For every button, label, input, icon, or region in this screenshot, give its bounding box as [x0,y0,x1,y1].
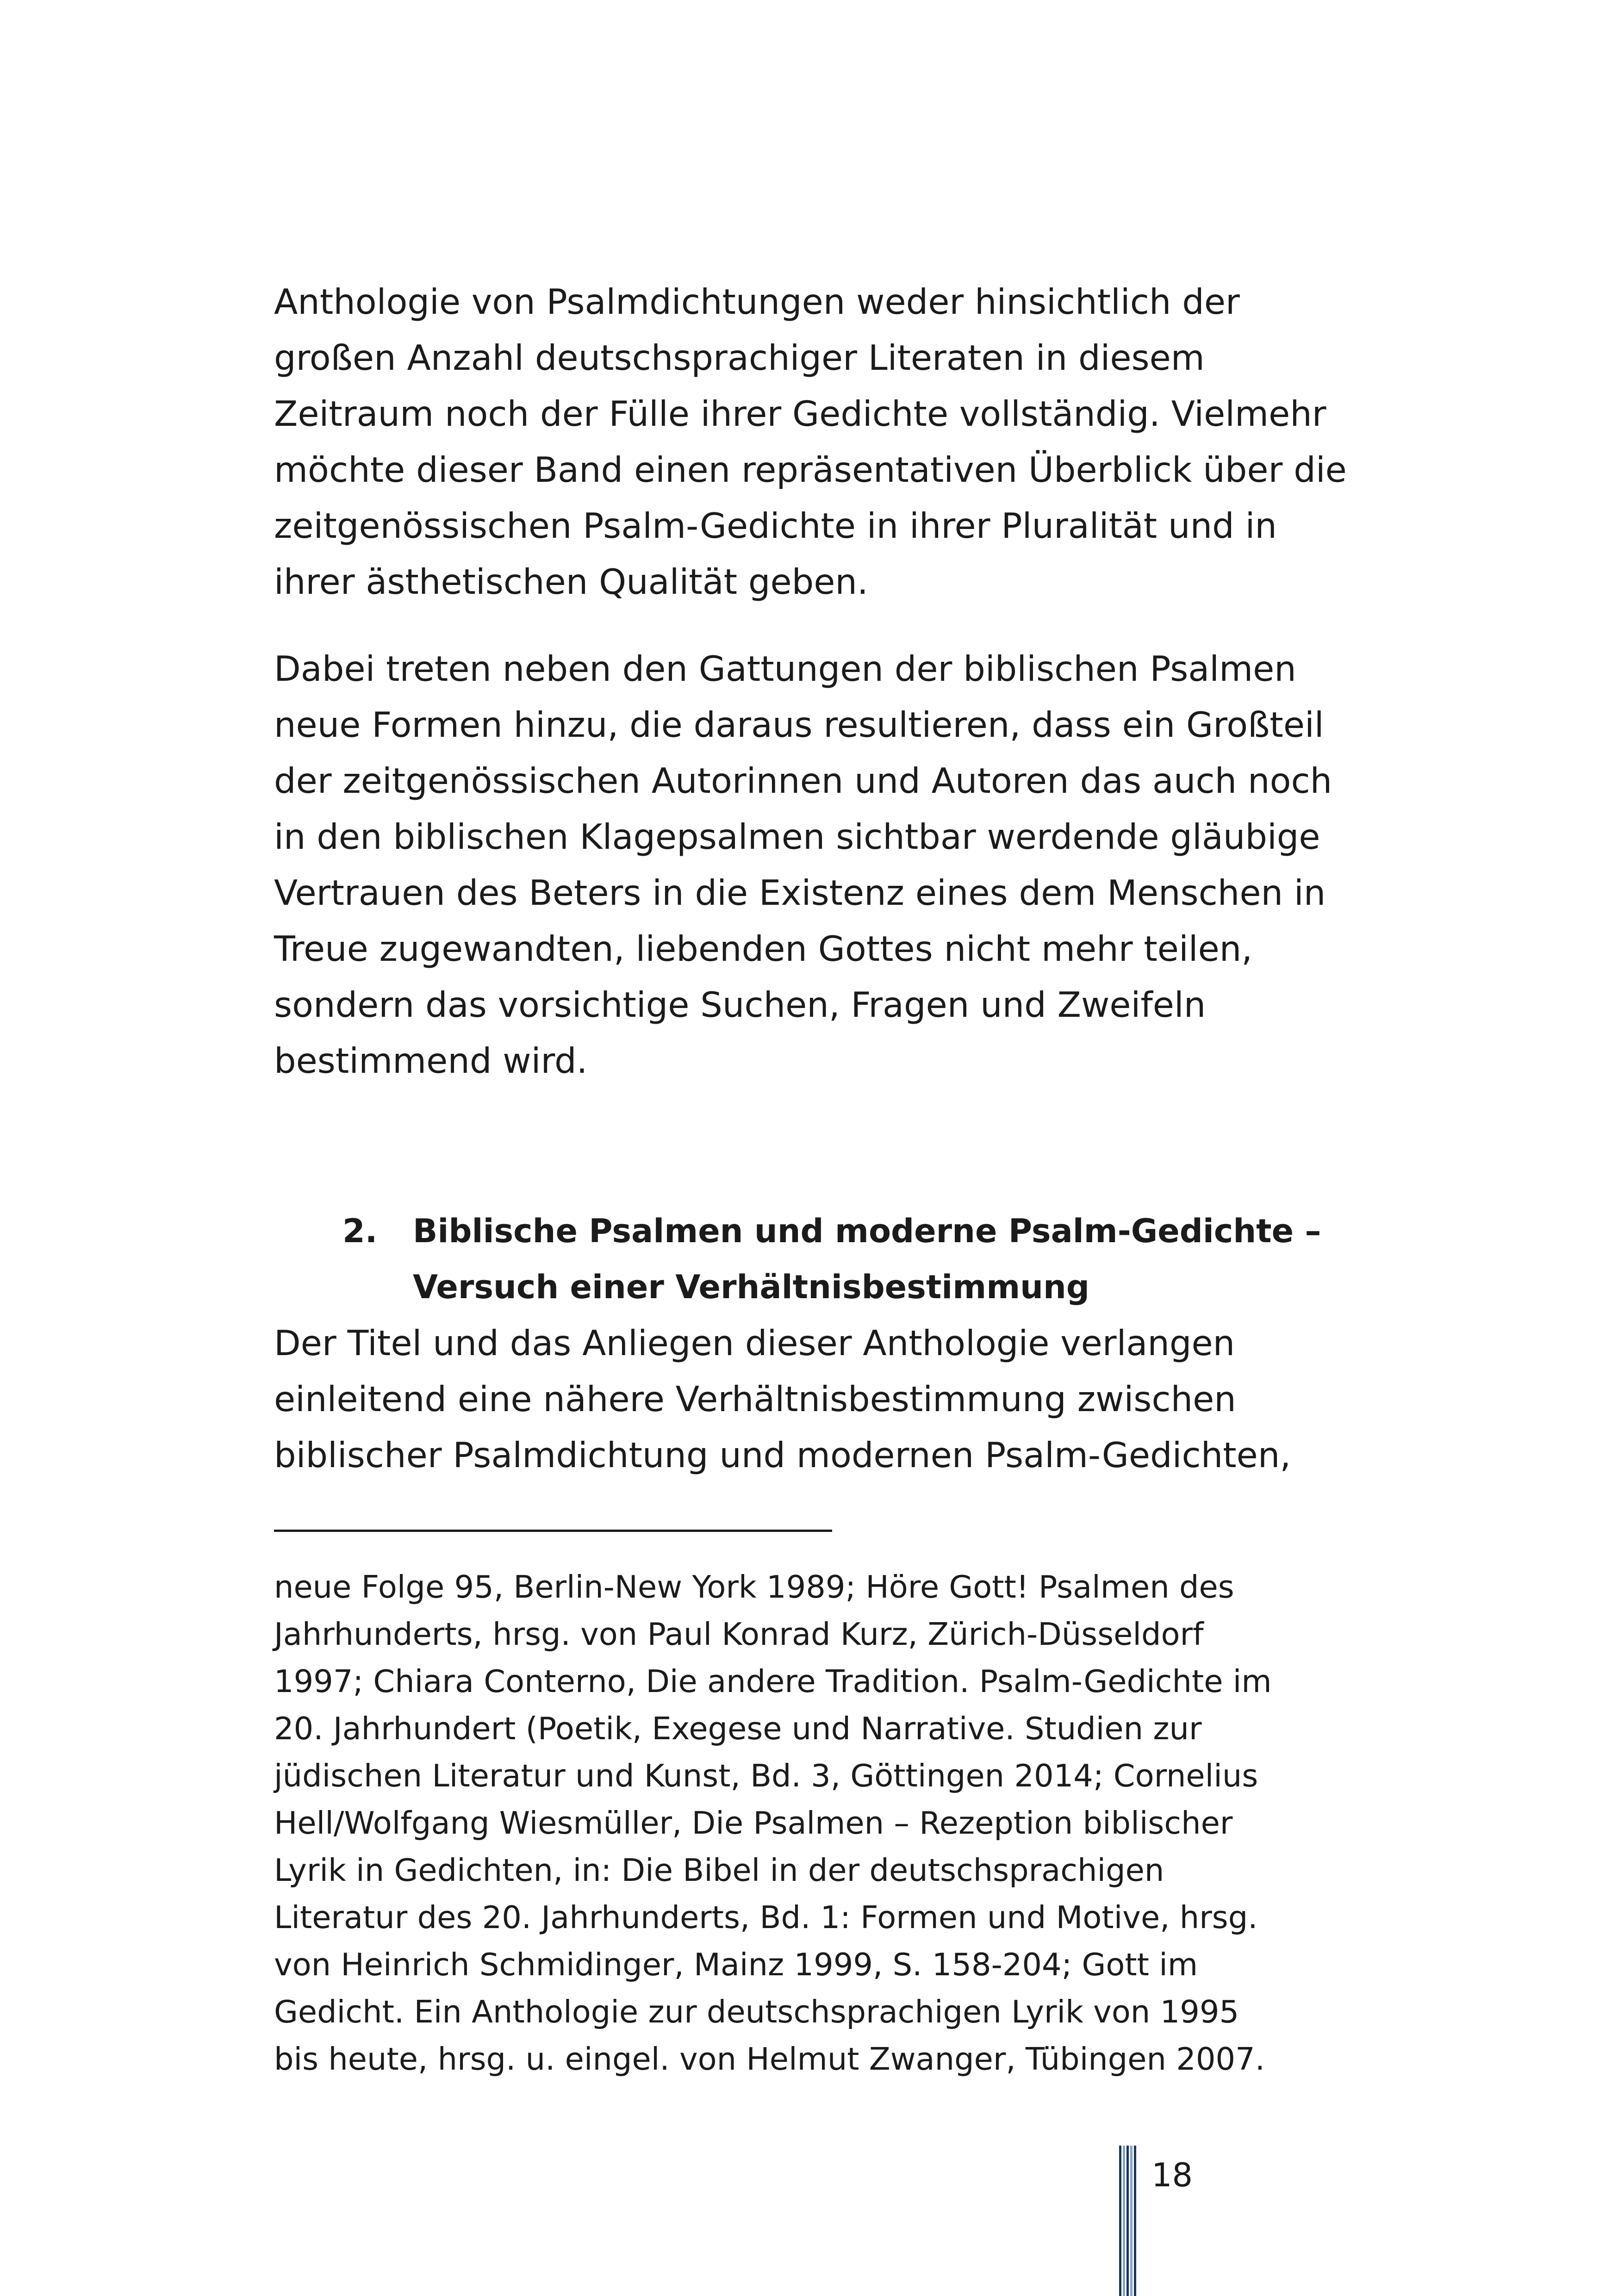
text-line: Dabei treten neben den Gattungen der biblischen Psalmen [274,648,1296,689]
footnote-line: Jahrhunderts, hrsg. von Paul Konrad Kurz, Zürich-Düsseldorf [274,1616,1204,1652]
text-line: Zeitraum noch der Fülle ihrer Gedichte vollständig. Vielmehr [274,393,1326,434]
footnote-line: 20. Jahrhundert (Poetik, Exegese und Narrative. Studien zur [274,1711,1202,1747]
footnote-line: Gedicht. Ein Anthologie zur deutschsprachigen Lyrik von 1995 [274,1994,1239,2030]
text-line: neue Formen hinzu, die daraus resultieren, dass ein Großteil [274,704,1324,745]
footnote-line: neue Folge 95, Berlin-New York 1989; Höre Gott! Psalmen des [274,1569,1234,1605]
text-line: Vertrauen des Beters in die Existenz eines dem Menschen in [274,872,1326,913]
text-line: zeitgenössischen Psalm-Gedichte in ihrer Pluralität und in [274,505,1277,546]
text-line: möchte dieser Band einen repräsentativen Überblick über die [274,449,1347,490]
section-title-line: Versuch einer Verhältnisbestimmung [413,1268,1089,1306]
text-line: großen Anzahl deutschsprachiger Literaten in diesem [274,337,1205,378]
text-line: sondern das vorsichtige Suchen, Fragen und Zweifeln [274,984,1206,1025]
footnote-line: 1997; Chiara Conterno, Die andere Tradition. Psalm-Gedichte im [274,1663,1272,1699]
text-line: ihrer ästhetischen Qualität geben. [274,561,868,602]
section-number: 2. [342,1212,378,1250]
page-number: 18 [1151,2156,1193,2194]
footnote-line: Hell/Wolfgang Wiesmüller, Die Psalmen – Rezeption biblischer [274,1805,1233,1841]
body-paragraph-3 [274,1315,1362,1483]
text-line: biblischer Psalmdichtung und modernen Psalm-Gedichten, [274,1435,1291,1475]
marker-bar [1126,2146,1129,2296]
section-title-line: Biblische Psalmen und moderne Psalm-Gedichte – [413,1212,1321,1250]
section-heading [342,1203,1407,1315]
footnote-line: Literatur des 20. Jahrhunderts, Bd. 1: Formen und Motive, hrsg. [274,1899,1258,1935]
body-paragraph-1 [274,274,1362,610]
text-line: der zeitgenössischen Autorinnen und Autoren das auch noch [274,760,1332,801]
marker-bar [1130,2146,1133,2296]
text-line: Der Titel und das Anliegen dieser Anthologie verlangen [274,1323,1235,1363]
text-line: einleitend eine nähere Verhältnisbestimmung zwischen [274,1379,1236,1419]
footnote-line: jüdischen Literatur und Kunst, Bd. 3, Göttingen 2014; Cornelius [274,1758,1258,1794]
footnote-text [274,1563,1375,2083]
text-line: Treue zugewandten, liebenden Gottes nicht mehr teilen, [274,928,1253,969]
marker-bar [1134,2146,1136,2296]
body-paragraph-2 [274,641,1362,1089]
text-line: in den biblischen Klagepsalmen sichtbar werdende gläubige [274,816,1320,857]
footnote-separator [274,1530,832,1532]
footnote-line: Lyrik in Gedichten, in: Die Bibel in der deutschsprachigen [274,1852,1164,1888]
marker-bar [1123,2146,1125,2296]
text-line: bestimmend wird. [274,1040,588,1081]
footnote-line: von Heinrich Schmidinger, Mainz 1999, S. 158-204; Gott im [274,1947,1198,1983]
marker-bar [1119,2146,1121,2296]
page-marker-bars [1119,2146,1138,2296]
text-line: Anthologie von Psalmdichtungen weder hinsichtlich der [274,281,1240,322]
footnote-line: bis heute, hrsg. u. eingel. von Helmut Zwanger, Tübingen 2007. [274,2041,1265,2077]
